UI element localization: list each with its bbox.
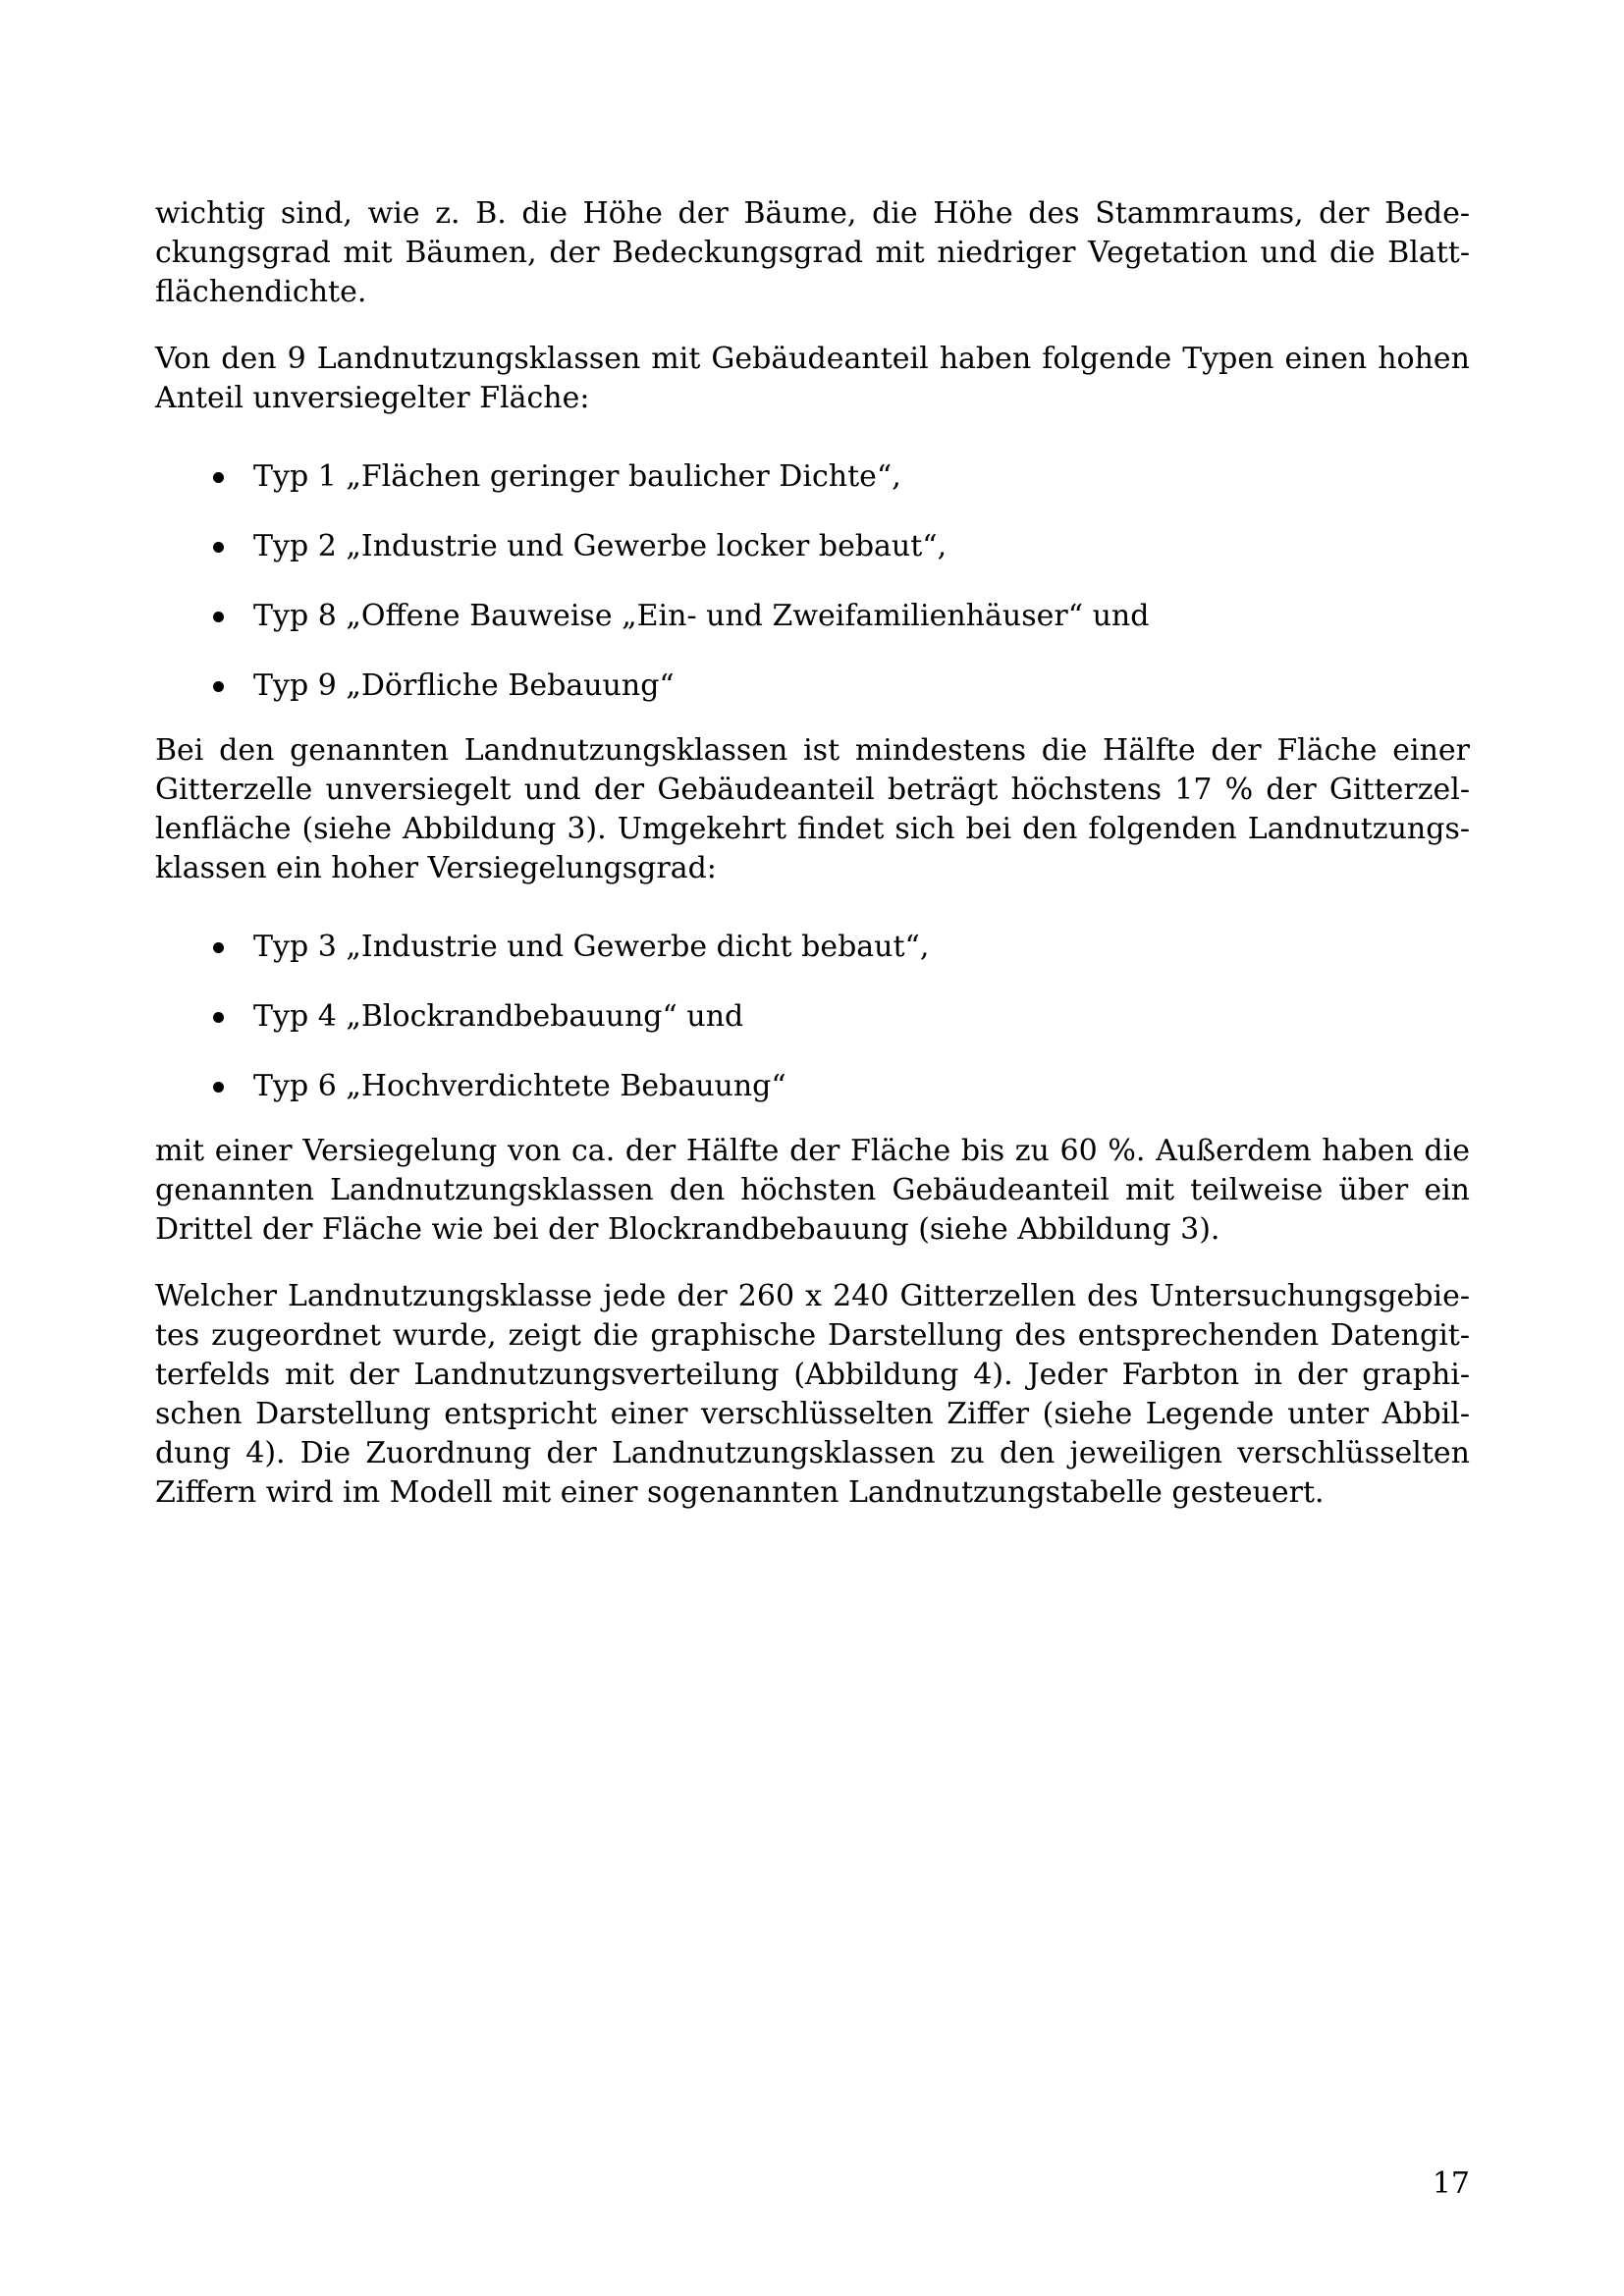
bullet-list-versiegelte-typen xyxy=(155,928,1470,1106)
text-line: Gitterzelle unversiegelt und der Gebäudeanteil beträgt höchstens 17 % der Gitterzel- xyxy=(155,773,1470,807)
text-line: Bei den genannten Landnutzungsklassen ist mindestens die Hälfte der Fläche einer xyxy=(155,733,1470,768)
bullet-icon xyxy=(213,1082,224,1093)
list-item-text: Typ 9 „Dörfliche Bebauung“ xyxy=(253,668,675,703)
text-line: ckungsgrad mit Bäumen, der Bedeckungsgrad mit niedriger Vegetation und die Blatt- xyxy=(155,236,1470,270)
list-item-text: Typ 1 „Flächen geringer baulicher Dichte“, xyxy=(253,459,901,494)
paragraph-gitterzellen xyxy=(155,1277,1470,1513)
list-item-typ-2 xyxy=(155,527,1470,566)
text-line: dung 4). Die Zuordnung der Landnutzungsklassen zu den jeweiligen verschlüsselten xyxy=(155,1436,1470,1470)
text-line: schen Darstellung entspricht einer verschlüsselten Ziffer (siehe Legende unter Abbil- xyxy=(155,1397,1470,1431)
paragraph-intro xyxy=(155,194,1470,312)
bullet-icon xyxy=(213,612,224,622)
text-line: Welcher Landnutzungsklasse jede der 260 x 240 Gitterzellen des Untersuchungsgebie- xyxy=(155,1279,1470,1313)
text-line: klassen ein hoher Versiegelungsgrad: xyxy=(155,851,717,885)
list-item-typ-1 xyxy=(155,457,1470,497)
text-line: terfelds mit der Landnutzungsverteilung (Abbildung 4). Jeder Farbton in der graphi- xyxy=(155,1358,1470,1392)
list-item-typ-8 xyxy=(155,597,1470,636)
bullet-icon xyxy=(213,472,224,483)
text-line: Von den 9 Landnutzungsklassen mit Gebäudeanteil haben folgende Typen einen hohen xyxy=(155,342,1470,376)
bullet-icon xyxy=(213,542,224,553)
list-item-typ-4 xyxy=(155,997,1470,1037)
page-number: 17 xyxy=(1432,2166,1470,2201)
bullet-list-unversiegelte-typen xyxy=(155,457,1470,706)
text-line: lenfläche (siehe Abbildung 3). Umgekehrt findet sich bei den folgenden Landnutzungs- xyxy=(155,812,1470,846)
text-line: wichtig sind, wie z. B. die Höhe der Bäume, die Höhe des Stammraums, der Bede- xyxy=(155,196,1470,231)
list-item-text: Typ 6 „Hochverdichtete Bebauung“ xyxy=(253,1069,786,1103)
paragraph-versiegelung xyxy=(155,1132,1470,1250)
list-item-text: Typ 4 „Blockrandbebauung“ und xyxy=(253,999,744,1034)
list-item-text: Typ 3 „Industrie und Gewerbe dicht bebaut“, xyxy=(253,930,930,964)
bullet-icon xyxy=(213,1012,224,1023)
list-item-text: Typ 2 „Industrie und Gewerbe locker bebaut“, xyxy=(253,529,947,563)
text-line: genannten Landnutzungsklassen den höchsten Gebäudeanteil mit teilweise über ein xyxy=(155,1173,1470,1207)
list-item-typ-9 xyxy=(155,667,1470,706)
paragraph-unversiegelt-intro xyxy=(155,340,1470,418)
text-line: Drittel der Fläche wie bei der Blockrandbebauung (siehe Abbildung 3). xyxy=(155,1212,1220,1247)
bullet-icon xyxy=(213,681,224,692)
page-content xyxy=(155,194,1470,1540)
text-line: tes zugeordnet wurde, zeigt die graphische Darstellung des entsprechenden Datengit- xyxy=(155,1318,1470,1353)
text-line: mit einer Versiegelung von ca. der Hälfte der Fläche bis zu 60 %. Außerdem haben die xyxy=(155,1134,1470,1168)
bullet-icon xyxy=(213,942,224,953)
list-item-typ-6 xyxy=(155,1067,1470,1106)
text-line: Ziffern wird im Modell mit einer sogenannten Landnutzungstabelle gesteuert. xyxy=(155,1475,1325,1510)
text-line: Anteil unversiegelter Fläche: xyxy=(155,381,590,415)
paragraph-gebaeudeanteil xyxy=(155,731,1470,888)
list-item-typ-3 xyxy=(155,928,1470,967)
text-line: flächendichte. xyxy=(155,275,367,309)
list-item-text: Typ 8 „Offene Bauweise „Ein- und Zweifamilienhäuser“ und xyxy=(253,599,1150,633)
